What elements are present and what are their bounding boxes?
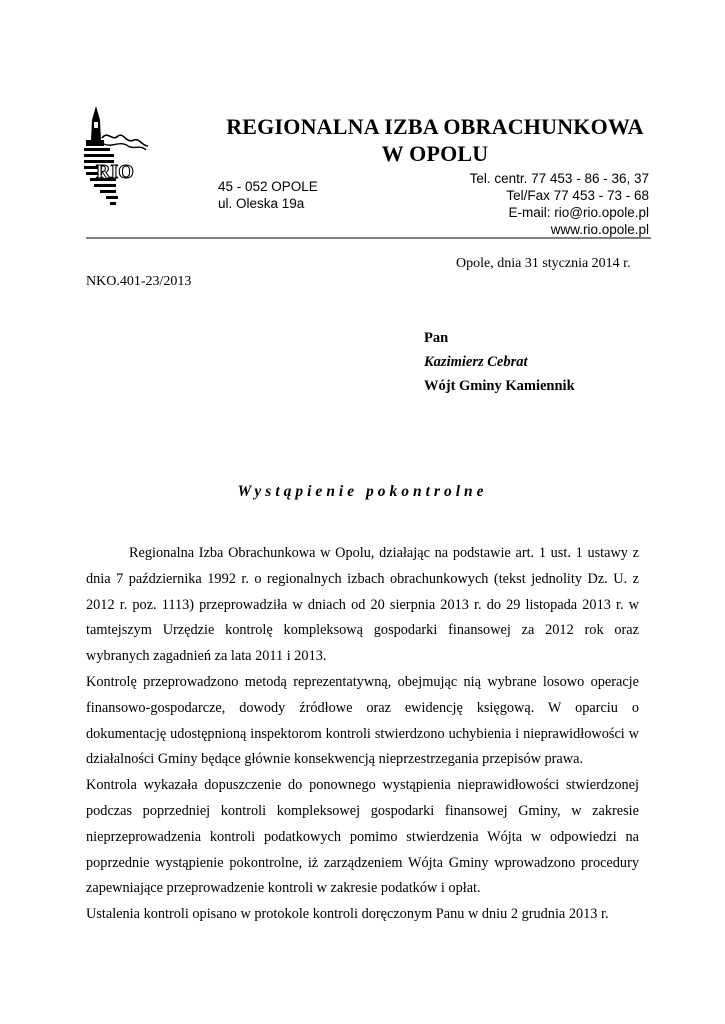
document-body bbox=[86, 541, 639, 928]
body-paragraph: Regionalna Izba Obrachunkowa w Opolu, działając na podstawie art. 1 ust. 1 ustawy z dnia 7 października 1992 r. o regionalnych izbach obrachunkowych (tekst jednolity Dz. U. z 2012 r. poz. 1113) przeprowadziła w dniach od 20 sierpnia 2013 r. do 29 listopada 2013 r. w tamtejszym Urzędzie kontrolę kompleksową gospodarki finansowej za 2012 rok oraz wybranych zagadnień za lata 2011 i 2013. bbox=[86, 545, 639, 665]
letter-date: Opole, dnia 31 stycznia 2014 r. bbox=[456, 256, 631, 271]
website-url: www.rio.opole.pl bbox=[550, 222, 649, 237]
address-postcode: 45 - 052 OPOLE bbox=[218, 179, 318, 194]
rio-logo-graphic bbox=[82, 106, 152, 210]
document-title: Wystąpienie pokontrolne bbox=[237, 483, 488, 500]
contact-block bbox=[470, 170, 649, 238]
reference-number: NKO.401-23/2013 bbox=[86, 274, 192, 289]
email-address: E-mail: rio@rio.opole.pl bbox=[508, 205, 649, 220]
organization-name: REGIONALNA IZBA OBRACHUNKOWA bbox=[226, 114, 644, 139]
body-paragraph: Kontrola wykazała dopuszczenie do ponownego wystąpienia nieprawidłowości stwierdzonej podczas poprzedniej kontroli kompleksowej gospodarki finansowej Gminy, w zakresie nieprzeprowadzenia kontroli podatkowych pomimo stwierdzenia Wójta w odpowiedzi na poprzednie wystąpienie pokontrolne, iż zarządzeniem Wójta Gminy wprowadzono procedury zapewniające przeprowadzenie kontroli w zakresie podatków i opłat. bbox=[86, 777, 639, 897]
body-paragraph: Kontrolę przeprowadzono metodą reprezentatywną, obejmując nią wybrane losowo operacje finansowo-gospodarcze, dowody źródłowe oraz ewidencję księgową. W oparciu o dokumentację udostępnioną inspektorom kontroli stwierdzono uchybienia i nieprawidłowości w działalności Gminy będące głównie konsekwencją nieprzestrzegania przepisów prawa. bbox=[86, 673, 639, 768]
body-paragraph: Ustalenia kontroli opisano w protokole kontroli doręczonym Panu w dniu 2 grudnia 2013 r. bbox=[86, 906, 609, 923]
rio-logo bbox=[82, 106, 152, 210]
phone-number: Tel. centr. 77 453 - 86 - 36, 37 bbox=[469, 171, 649, 186]
recipient-salutation: Pan bbox=[424, 330, 449, 346]
recipient-name: Kazimierz Cebrat bbox=[424, 354, 528, 370]
header-divider bbox=[86, 237, 651, 239]
recipient-title: Wójt Gminy Kamiennik bbox=[424, 378, 575, 394]
organization-city: W OPOLU bbox=[381, 141, 489, 166]
address-street: ul. Oleska 19a bbox=[218, 196, 305, 211]
fax-number: Tel/Fax 77 453 - 73 - 68 bbox=[506, 188, 649, 203]
logo-text: RIO bbox=[96, 161, 134, 183]
recipient-block bbox=[424, 326, 575, 398]
postal-address bbox=[218, 178, 318, 212]
